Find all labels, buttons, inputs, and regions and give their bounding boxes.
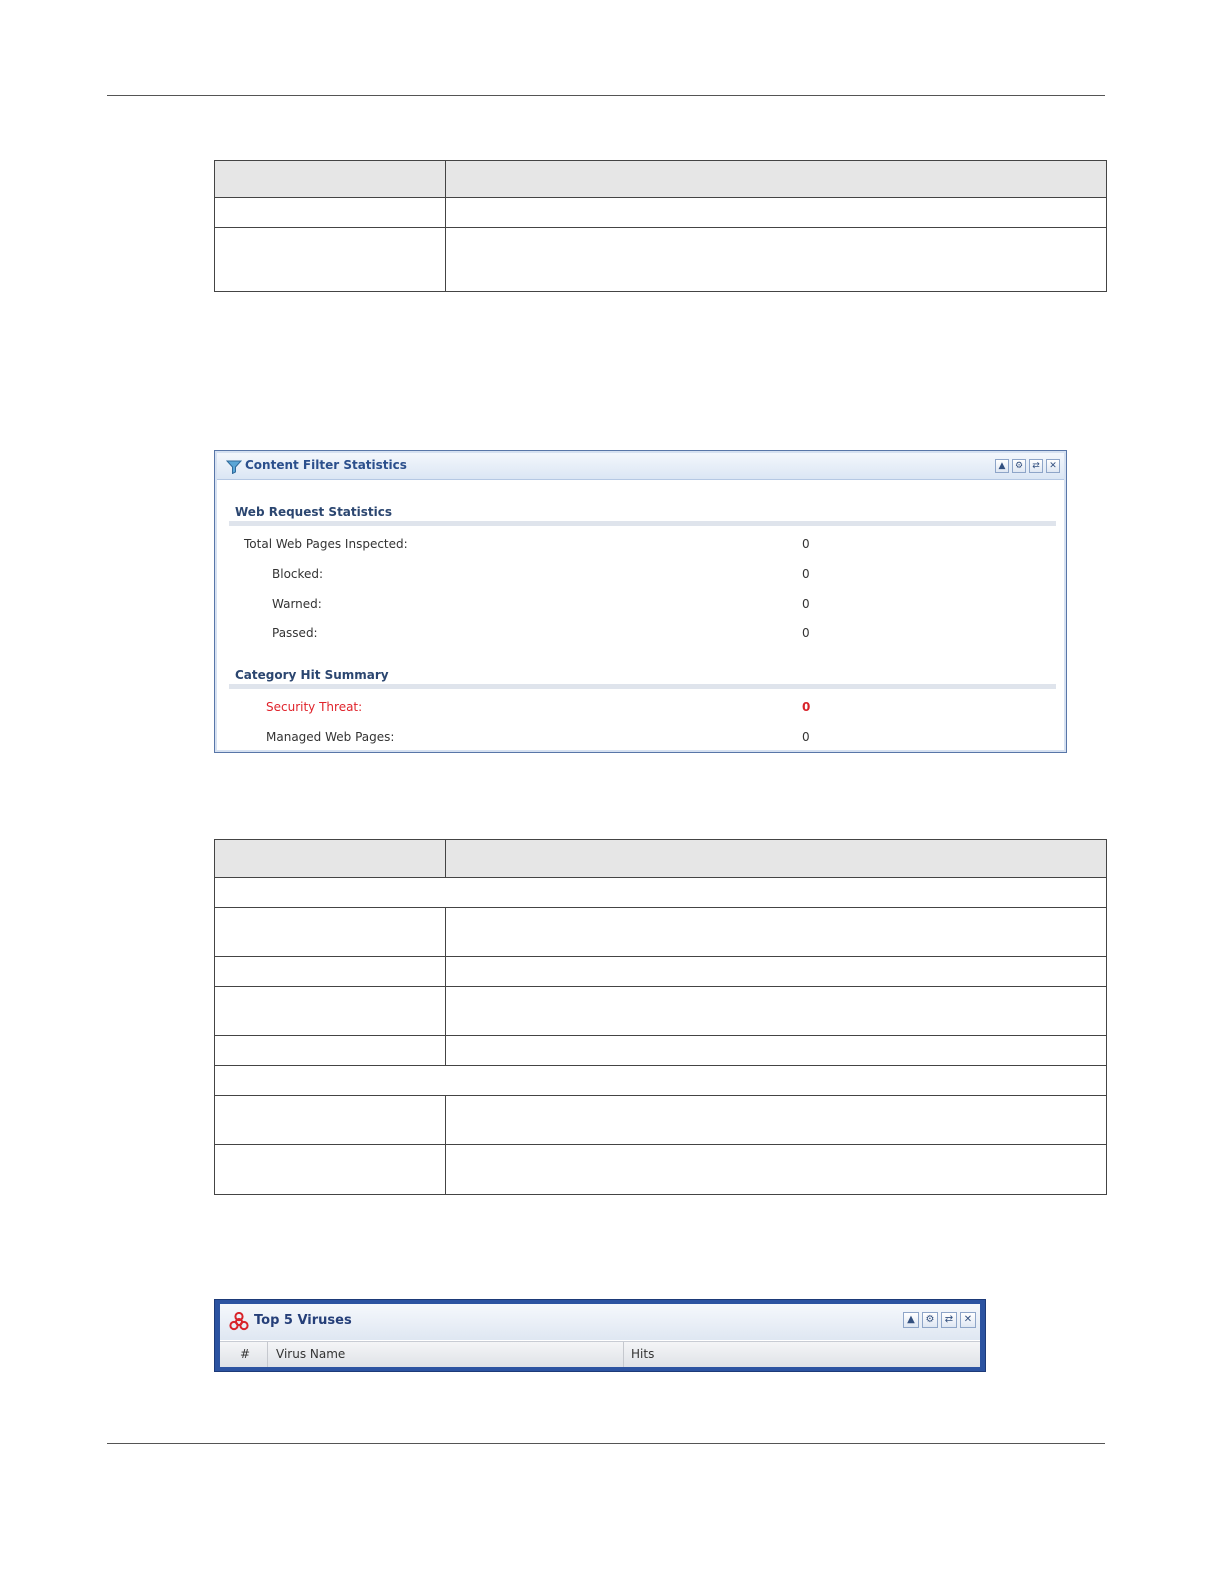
category-section-title: Category Hit Summary <box>235 668 389 682</box>
table-section-row <box>215 878 1107 908</box>
web-request-section-title: Web Request Statistics <box>235 505 392 519</box>
settings-icon[interactable]: ⚙ <box>922 1312 938 1328</box>
table-1-header-row <box>215 161 1107 198</box>
passed-label: Passed: <box>272 626 318 640</box>
close-icon[interactable]: ✕ <box>1046 459 1060 473</box>
funnel-icon <box>226 460 242 474</box>
table-section-row <box>215 1066 1107 1096</box>
move-up-icon[interactable]: ▲ <box>903 1312 919 1328</box>
column-header-hits[interactable]: Hits <box>631 1347 655 1361</box>
close-icon[interactable]: ✕ <box>960 1312 976 1328</box>
table-1 <box>214 160 1107 292</box>
warned-label: Warned: <box>272 597 322 611</box>
section-divider <box>229 521 1056 526</box>
table-row <box>215 228 1107 292</box>
widget-title-bar <box>220 1304 980 1340</box>
table-row <box>215 1096 1107 1145</box>
blocked-label: Blocked: <box>272 567 324 581</box>
column-divider <box>623 1342 624 1367</box>
total-inspected-label: Total Web Pages Inspected: <box>244 537 408 551</box>
table-row <box>215 908 1107 957</box>
table-row <box>215 1145 1107 1195</box>
widget-controls <box>995 459 1060 473</box>
table-row <box>215 987 1107 1036</box>
settings-icon[interactable]: ⚙ <box>1012 459 1026 473</box>
column-header-virus-name[interactable]: Virus Name <box>276 1347 346 1361</box>
total-inspected-value: 0 <box>802 537 810 551</box>
refresh-icon[interactable]: ⇄ <box>1029 459 1043 473</box>
biohazard-icon <box>228 1312 250 1332</box>
widget-title-bar <box>217 453 1064 480</box>
security-threat-label[interactable]: Security Threat: <box>266 700 363 714</box>
top-viruses-widget <box>214 1299 986 1372</box>
column-divider <box>267 1342 268 1367</box>
table-2-header-row <box>215 840 1107 878</box>
section-divider <box>229 684 1056 689</box>
managed-web-pages-label: Managed Web Pages: <box>266 730 395 744</box>
table-row <box>215 198 1107 228</box>
move-up-icon[interactable]: ▲ <box>995 459 1009 473</box>
widget-title: Content Filter Statistics <box>245 458 407 472</box>
table-row <box>215 957 1107 987</box>
virus-table-header <box>220 1341 980 1367</box>
widget-controls <box>903 1312 976 1328</box>
footer-rule <box>107 1443 1105 1444</box>
column-header-index[interactable]: # <box>240 1347 251 1361</box>
table-2 <box>214 839 1107 1195</box>
managed-web-pages-value: 0 <box>802 730 810 744</box>
widget-title: Top 5 Viruses <box>254 1313 352 1328</box>
blocked-value: 0 <box>802 567 810 581</box>
refresh-icon[interactable]: ⇄ <box>941 1312 957 1328</box>
security-threat-value: 0 <box>802 700 811 714</box>
table-row <box>215 1036 1107 1066</box>
warned-value: 0 <box>802 597 810 611</box>
content-filter-statistics-widget <box>214 450 1067 753</box>
header-rule <box>107 95 1105 96</box>
passed-value: 0 <box>802 626 810 640</box>
